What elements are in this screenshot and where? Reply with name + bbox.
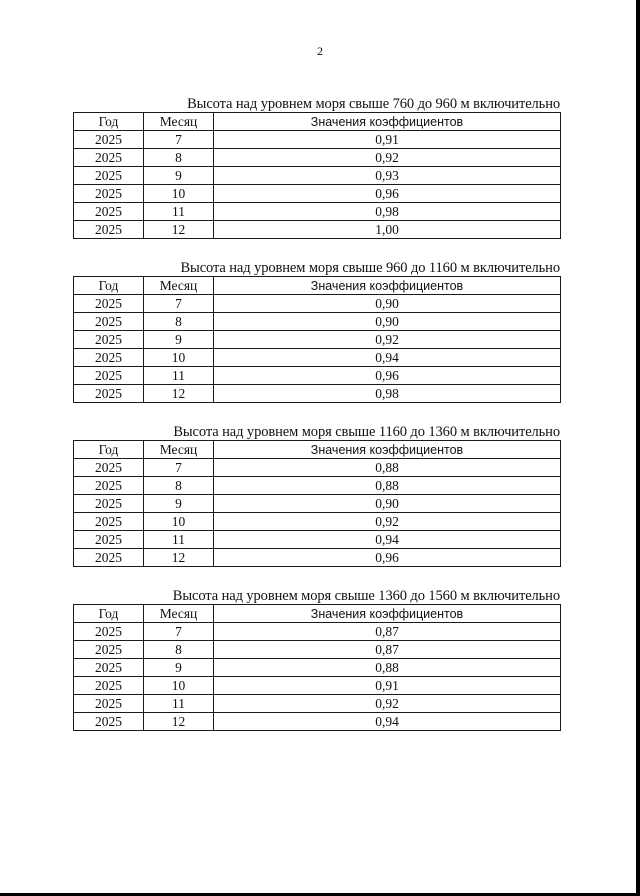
cell-month: 11 <box>144 203 214 221</box>
table-row <box>74 695 561 713</box>
cell-year: 2025 <box>74 695 144 713</box>
cell-value: 0,88 <box>214 477 561 495</box>
cell-month: 9 <box>144 167 214 185</box>
coefficient-section-1360-1560 <box>73 589 560 731</box>
cell-year: 2025 <box>74 149 144 167</box>
cell-value: 1,00 <box>214 221 561 239</box>
cell-month: 11 <box>144 695 214 713</box>
cell-value: 0,96 <box>214 367 561 385</box>
header-year: Год <box>74 441 144 459</box>
cell-value: 0,91 <box>214 677 561 695</box>
cell-value: 0,90 <box>214 313 561 331</box>
cell-year: 2025 <box>74 549 144 567</box>
cell-year: 2025 <box>74 623 144 641</box>
table-row <box>74 713 561 731</box>
cell-year: 2025 <box>74 495 144 513</box>
table-row <box>74 531 561 549</box>
table-row <box>74 349 561 367</box>
cell-year: 2025 <box>74 641 144 659</box>
table-row <box>74 623 561 641</box>
table-row <box>74 331 561 349</box>
cell-year: 2025 <box>74 331 144 349</box>
cell-year: 2025 <box>74 513 144 531</box>
cell-month: 7 <box>144 623 214 641</box>
cell-value: 0,96 <box>214 549 561 567</box>
cell-month: 11 <box>144 531 214 549</box>
cell-value: 0,90 <box>214 495 561 513</box>
cell-month: 10 <box>144 349 214 367</box>
cell-year: 2025 <box>74 713 144 731</box>
table-header-row <box>74 441 561 459</box>
header-year: Год <box>74 113 144 131</box>
cell-month: 7 <box>144 131 214 149</box>
cell-month: 11 <box>144 367 214 385</box>
coefficient-table <box>73 112 561 239</box>
cell-value: 0,92 <box>214 695 561 713</box>
cell-month: 12 <box>144 221 214 239</box>
table-row <box>74 367 561 385</box>
table-header-row <box>74 113 561 131</box>
cell-year: 2025 <box>74 477 144 495</box>
table-row <box>74 221 561 239</box>
table-row <box>74 385 561 403</box>
cell-month: 10 <box>144 513 214 531</box>
cell-month: 8 <box>144 641 214 659</box>
cell-month: 12 <box>144 713 214 731</box>
cell-year: 2025 <box>74 313 144 331</box>
cell-year: 2025 <box>74 203 144 221</box>
coefficient-table <box>73 440 561 567</box>
table-row <box>74 149 561 167</box>
table-row <box>74 641 561 659</box>
cell-year: 2025 <box>74 459 144 477</box>
table-row <box>74 677 561 695</box>
cell-value: 0,98 <box>214 203 561 221</box>
cell-month: 10 <box>144 185 214 203</box>
header-values: Значения коэффициентов <box>214 441 561 459</box>
cell-value: 0,88 <box>214 459 561 477</box>
table-row <box>74 295 561 313</box>
cell-month: 9 <box>144 495 214 513</box>
section-title: Высота над уровнем моря свыше 1360 до 1560 м включительно <box>172 588 560 604</box>
cell-value: 0,87 <box>214 641 561 659</box>
cell-value: 0,96 <box>214 185 561 203</box>
table-row <box>74 659 561 677</box>
cell-year: 2025 <box>74 221 144 239</box>
header-year: Год <box>74 277 144 295</box>
cell-month: 10 <box>144 677 214 695</box>
header-month: Месяц <box>144 277 214 295</box>
cell-value: 0,92 <box>214 149 561 167</box>
cell-year: 2025 <box>74 677 144 695</box>
cell-month: 12 <box>144 549 214 567</box>
cell-value: 0,90 <box>214 295 561 313</box>
cell-value: 0,93 <box>214 167 561 185</box>
page-number: 2 <box>317 44 323 58</box>
cell-value: 0,91 <box>214 131 561 149</box>
header-month: Месяц <box>144 113 214 131</box>
cell-year: 2025 <box>74 185 144 203</box>
cell-value: 0,94 <box>214 349 561 367</box>
header-month: Месяц <box>144 605 214 623</box>
cell-year: 2025 <box>74 167 144 185</box>
section-title: Высота над уровнем моря свыше 960 до 1160 м включительно <box>180 260 560 276</box>
table-row <box>74 203 561 221</box>
cell-year: 2025 <box>74 659 144 677</box>
coefficient-section-1160-1360 <box>73 425 560 567</box>
cell-month: 7 <box>144 459 214 477</box>
table-row <box>74 131 561 149</box>
cell-month: 7 <box>144 295 214 313</box>
cell-value: 0,87 <box>214 623 561 641</box>
cell-year: 2025 <box>74 367 144 385</box>
cell-month: 8 <box>144 149 214 167</box>
coefficient-section-960-1160 <box>73 261 560 403</box>
table-row <box>74 459 561 477</box>
cell-value: 0,92 <box>214 513 561 531</box>
cell-value: 0,94 <box>214 531 561 549</box>
table-row <box>74 185 561 203</box>
cell-value: 0,98 <box>214 385 561 403</box>
cell-year: 2025 <box>74 349 144 367</box>
table-header-row <box>74 277 561 295</box>
section-title: Высота над уровнем моря свыше 760 до 960 м включительно <box>187 96 560 112</box>
cell-month: 8 <box>144 477 214 495</box>
cell-month: 8 <box>144 313 214 331</box>
cell-year: 2025 <box>74 531 144 549</box>
header-year: Год <box>74 605 144 623</box>
header-values: Значения коэффициентов <box>214 113 561 131</box>
header-values: Значения коэффициентов <box>214 277 561 295</box>
cell-year: 2025 <box>74 131 144 149</box>
coefficient-table <box>73 276 561 403</box>
table-row <box>74 549 561 567</box>
cell-value: 0,92 <box>214 331 561 349</box>
table-row <box>74 495 561 513</box>
section-title: Высота над уровнем моря свыше 1160 до 1360 м включительно <box>173 424 560 440</box>
cell-value: 0,88 <box>214 659 561 677</box>
table-row <box>74 313 561 331</box>
cell-year: 2025 <box>74 295 144 313</box>
coefficient-table <box>73 604 561 731</box>
coefficient-section-760-960 <box>73 97 560 239</box>
table-header-row <box>74 605 561 623</box>
cell-month: 9 <box>144 331 214 349</box>
table-row <box>74 513 561 531</box>
cell-month: 9 <box>144 659 214 677</box>
cell-year: 2025 <box>74 385 144 403</box>
table-row <box>74 167 561 185</box>
cell-value: 0,94 <box>214 713 561 731</box>
cell-month: 12 <box>144 385 214 403</box>
table-row <box>74 477 561 495</box>
header-values: Значения коэффициентов <box>214 605 561 623</box>
header-month: Месяц <box>144 441 214 459</box>
